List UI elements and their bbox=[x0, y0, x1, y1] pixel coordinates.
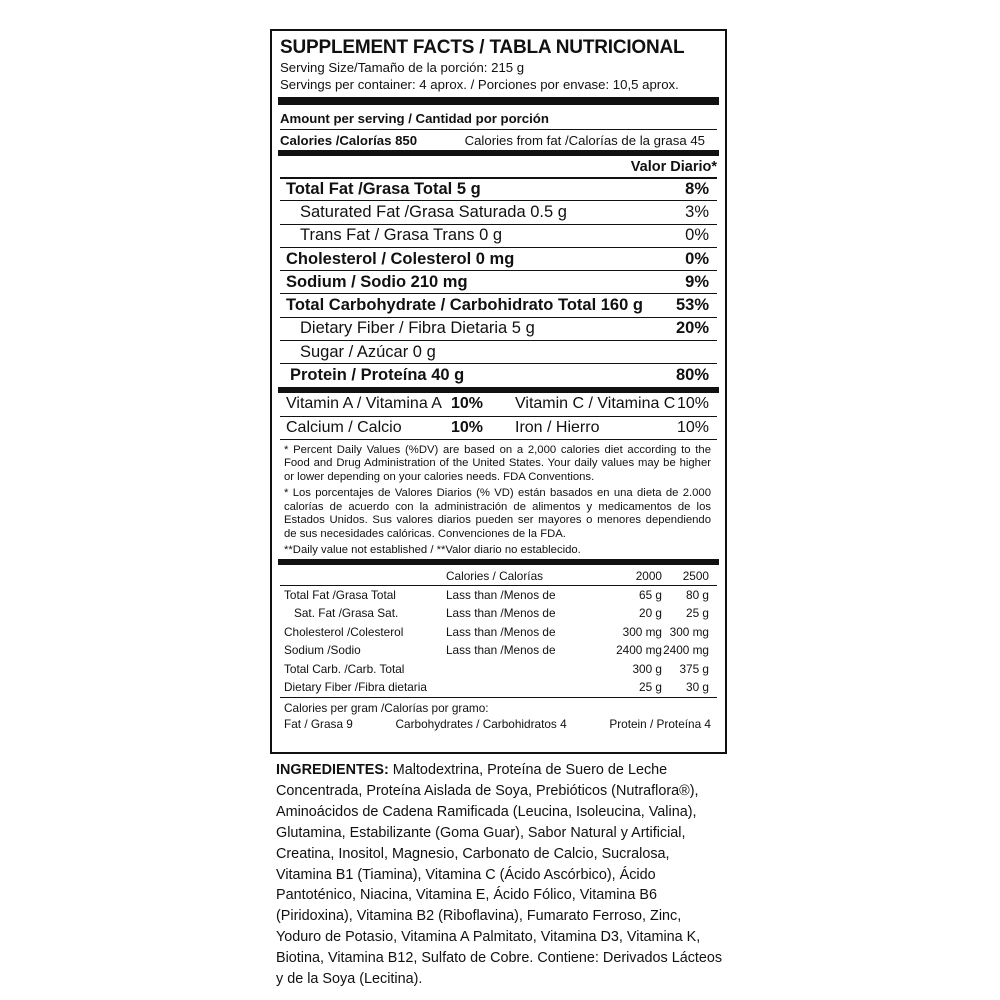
serving-size: Serving Size/Tamaño de la porción: 215 g bbox=[280, 60, 525, 75]
daily-value-header bbox=[280, 156, 717, 177]
nutrient-label: Cholesterol / Colesterol 0 mg bbox=[286, 249, 515, 268]
vitamin-name: Vitamin A / Vitamina A bbox=[286, 395, 442, 413]
reference-table-row bbox=[280, 586, 717, 605]
nutrient-pct: 8% bbox=[685, 180, 709, 199]
nutrient-pct: 0% bbox=[685, 249, 709, 268]
vitamin-name: Iron / Hierro bbox=[515, 418, 600, 436]
panel-title: SUPPLEMENT FACTS / TABLA NUTRICIONAL bbox=[280, 37, 685, 58]
servings-per-container: Servings per container: 4 aprox. / Porciones por envase: 10,5 aprox. bbox=[280, 77, 679, 92]
table-cell: 300 g bbox=[632, 661, 662, 676]
nutrient-label: Total Carbohydrate / Carbohidrato Total 160 g bbox=[286, 296, 643, 315]
vitamin-pct: 10% bbox=[451, 418, 484, 436]
reference-table-row bbox=[280, 641, 717, 660]
nutrient-label: Trans Fat / Grasa Trans 0 g bbox=[300, 226, 503, 245]
vitamin-pct: 10% bbox=[676, 418, 709, 436]
medium-divider bbox=[278, 559, 719, 565]
table-cell: Dietary Fiber /Fibra dietaria bbox=[284, 680, 427, 695]
nutrient-pct: 9% bbox=[685, 272, 709, 291]
protein-per-gram: Protein / Proteína 4 bbox=[609, 716, 711, 731]
table-cell bbox=[446, 660, 596, 679]
carbs-per-gram: Carbohydrates / Carbohidratos 4 bbox=[395, 716, 567, 731]
nutrient-label: Saturated Fat /Grasa Saturada 0.5 g bbox=[300, 202, 567, 221]
table-cell: 300 mg bbox=[669, 624, 709, 639]
table-cell: 375 g bbox=[679, 661, 709, 676]
daily-reference-table bbox=[280, 567, 717, 697]
nutrient-pct: 53% bbox=[675, 296, 709, 315]
header-cell: Calories / Calorías bbox=[446, 569, 544, 584]
table-cell: Lass than /Menos de bbox=[446, 643, 556, 658]
reference-table-row bbox=[280, 660, 717, 679]
table-cell: 80 g bbox=[686, 588, 709, 603]
calories-from-fat: Calories from fat /Calorías de la grasa 45 bbox=[464, 132, 705, 148]
daily-value-header-label: Valor Diario* bbox=[630, 158, 717, 175]
reference-table-row bbox=[280, 678, 717, 697]
nutrient-label: Dietary Fiber / Fibra Dietaria 5 g bbox=[300, 319, 535, 338]
nutrient-label: Sodium / Sodio 210 mg bbox=[286, 272, 468, 291]
vitamin-row bbox=[280, 393, 717, 416]
calories-label: Calories /Calorías 850 bbox=[280, 132, 418, 148]
calories-per-gram bbox=[280, 697, 717, 732]
fat-per-gram: Fat / Grasa 9 bbox=[284, 716, 353, 731]
calories-row bbox=[280, 129, 717, 150]
vitamin-row bbox=[280, 416, 717, 439]
vitamin-pct: 10% bbox=[451, 395, 484, 413]
nutrient-row bbox=[280, 340, 717, 363]
header-cell bbox=[280, 567, 446, 586]
nutrient-label: Protein / Proteína 40 g bbox=[290, 366, 465, 385]
table-cell: 300 mg bbox=[622, 624, 662, 639]
table-cell: Total Carb. /Carb. Total bbox=[284, 661, 405, 676]
ingredients-heading: INGREDIENTES: bbox=[276, 762, 389, 778]
table-cell: 25 g bbox=[639, 680, 662, 695]
vitamin-name: Calcium / Calcio bbox=[286, 418, 402, 436]
footnote-english: * Percent Daily Values (%DV) are based on a 2,000 calories diet according to the Food and Drug Administration of the United States. Your daily values may be higher or lower depending on your calories needs. FDA Conventions. bbox=[284, 443, 711, 483]
nutrient-row bbox=[280, 270, 717, 293]
table-cell: Sat. Fat /Grasa Sat. bbox=[294, 606, 399, 621]
nutrient-row bbox=[280, 293, 717, 316]
table-cell: 65 g bbox=[639, 588, 662, 603]
table-cell: Total Fat /Grasa Total bbox=[284, 588, 396, 603]
header-cell: 2500 bbox=[682, 569, 709, 584]
table-cell: Lass than /Menos de bbox=[446, 606, 556, 621]
table-cell: 25 g bbox=[686, 606, 709, 621]
reference-table-row bbox=[280, 623, 717, 642]
nutrient-label: Sugar / Azúcar 0 g bbox=[300, 342, 436, 361]
nutrient-label: Total Fat /Grasa Total 5 g bbox=[286, 180, 481, 199]
ingredients-block bbox=[276, 760, 726, 990]
nutrient-row bbox=[280, 247, 717, 270]
footnote-spanish: * Los porcentajes de Valores Diarios (% VD) están basados en una dieta de 2.000 calorías de acuerdo con la administración de alimentos y medicamentos de los Estados Unidos. Sus valores diarios pueden ser mayores o menores dependiendo de sus necesidades calóricas. Convenciones de la FDA. bbox=[284, 487, 711, 540]
table-cell: 20 g bbox=[639, 606, 662, 621]
table-cell: Sodium /Sodio bbox=[284, 643, 361, 658]
calories-per-gram-values bbox=[284, 716, 711, 732]
supplement-facts-panel bbox=[270, 29, 727, 754]
ingredients-text: Maltodextrina, Proteína de Suero de Leche Concentrada, Proteína Aislada de Soya, Prebióticos (Nutraflora®), Aminoácidos de Cadena Ramificada (Leucina, Isoleucina, Valina), Glutamina, Estabilizante (Goma Guar), Sabor Natural y Artificial, Creatina, Inositol, Magnesio, Carbonato de Calcio, Sucralosa, Vitamina B1 (Tiamina), Vitamina C (Ácido Ascórbico), Ácido Pantoténico, Niacina, Vitamina E, Ácido Fólico, Vitamina B6 (Piridoxina), Vitamina B2 (Riboflavina), Fumarato Ferroso, Zinc, Yoduro de Potasio, Vitamina A Palmitato, Vitamina D3, Vitamina K, Biotina, Vitamina B12, Sulfato de Cobre. Contiene: Derivados Lácteos y de la Soya (Lecitina). bbox=[276, 762, 723, 988]
table-cell: Lass than /Menos de bbox=[446, 624, 556, 639]
nutrient-row bbox=[280, 224, 717, 247]
table-cell: 2400 mg bbox=[663, 643, 709, 658]
nutrient-pct: 20% bbox=[675, 319, 709, 338]
table-cell: Lass than /Menos de bbox=[446, 588, 556, 603]
footnotes bbox=[280, 439, 717, 542]
dv-not-established-note: **Daily value not established / **Valor diario no establecido. bbox=[284, 544, 581, 557]
nutrient-row bbox=[280, 363, 717, 386]
amount-per-serving bbox=[280, 105, 717, 129]
table-cell: 2400 mg bbox=[616, 643, 662, 658]
thick-divider bbox=[278, 97, 719, 105]
nutrient-pct: 0% bbox=[685, 226, 709, 245]
nutrient-row bbox=[280, 200, 717, 223]
table-cell: Cholesterol /Colesterol bbox=[284, 624, 404, 639]
reference-table-header bbox=[280, 567, 717, 586]
amount-per-serving-label: Amount per serving / Cantidad por porción bbox=[280, 110, 549, 126]
vitamin-pct: 10% bbox=[676, 395, 709, 413]
reference-table-row bbox=[280, 604, 717, 623]
nutrient-row bbox=[280, 317, 717, 340]
vitamin-name: Vitamin C / Vitamina C bbox=[515, 395, 676, 413]
table-cell bbox=[446, 678, 596, 697]
header-cell: 2000 bbox=[635, 569, 662, 584]
nutrient-pct: 3% bbox=[685, 202, 709, 221]
nutrient-pct: 80% bbox=[675, 366, 709, 385]
table-cell: 30 g bbox=[686, 680, 709, 695]
nutrient-row bbox=[280, 177, 717, 200]
calories-per-gram-heading: Calories per gram /Calorías por gramo: bbox=[284, 700, 489, 715]
